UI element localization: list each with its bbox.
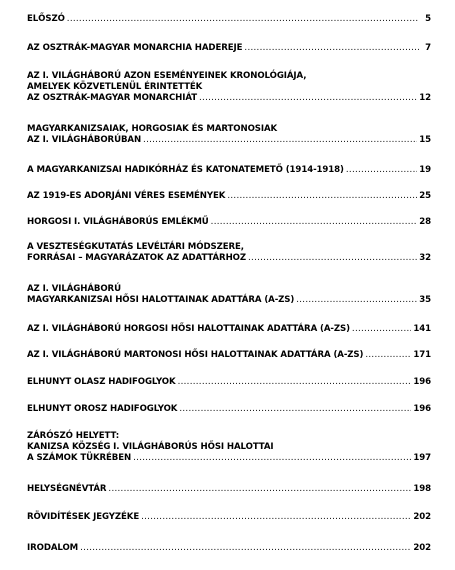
toc-entry-title: MAGYARKANIZSAIAK, HORGOSIAK ÉS MARTONOSIAK [27, 124, 278, 134]
toc-page-number: 28 [419, 217, 431, 227]
toc-entry-adorjani[interactable] [27, 191, 431, 202]
toc-entry-title: ELŐSZÓ [27, 14, 65, 24]
dot-leader [141, 512, 411, 523]
toc-entry-roviditesek[interactable] [27, 512, 431, 523]
toc-line [27, 124, 431, 135]
toc-page-number: 196 [413, 377, 431, 387]
toc-entry-title: AZ OSZTRÁK-MAGYAR MONARCHIÁT [27, 93, 197, 103]
toc-page-number: 198 [413, 484, 431, 494]
toc-entry-kronologia[interactable] [27, 71, 431, 104]
toc-entry-title: IRODALOM [27, 543, 79, 553]
dot-leader [244, 43, 419, 54]
toc-entry-title: ZÁRÓSZÓ HELYETT: [27, 431, 120, 441]
toc-page-number: 202 [413, 543, 431, 553]
toc-line [27, 284, 431, 295]
toc-entry-vesztesegkutatas[interactable] [27, 242, 431, 264]
toc-entry-title: AZ I. VILÁGHÁBORÚ HORGOSI HŐSI HALOTTAINAK ADATTÁRA (A-ZS) [27, 324, 350, 334]
toc-entry-title: AZ I. VILÁGHÁBORÚBAN [27, 135, 142, 145]
toc-entry-emlekmu[interactable] [27, 217, 431, 228]
toc-entry-title: AMELYEK KÖZVETLENÜL ÉRINTETTÉK [27, 82, 203, 92]
dot-leader [352, 324, 411, 335]
toc-line [27, 253, 431, 264]
toc-entry-magyarkanizsai-adattar[interactable] [27, 284, 431, 306]
toc-entry-hadikorhaz[interactable] [27, 165, 431, 176]
toc-entry-title: ELHUNYT OLASZ HADIFOGLYOK [27, 377, 176, 387]
toc-entry-eloszo[interactable] [27, 14, 431, 25]
dot-leader [227, 191, 417, 202]
toc-line [27, 543, 431, 554]
toc-entry-martonosi-adattar[interactable] [27, 350, 431, 361]
toc-line [27, 43, 431, 54]
toc-page-number: 35 [419, 295, 431, 305]
toc-line [27, 512, 431, 523]
toc-line [27, 71, 431, 82]
toc-entry-olasz-hadifoglyok[interactable] [27, 377, 431, 388]
toc-line [27, 82, 431, 93]
toc-page-number: 171 [413, 350, 431, 360]
dot-leader [199, 93, 417, 104]
toc-line [27, 377, 431, 388]
toc-entry-magyarkanizsaiak[interactable] [27, 124, 431, 146]
toc-page-number: 7 [425, 43, 431, 53]
toc-line [27, 217, 431, 228]
toc-page-number: 197 [413, 453, 431, 463]
toc-entry-title: HORGOSI I. VILÁGHÁBORÚS EMLÉKMŰ [27, 217, 209, 227]
toc-entry-title: KANIZSA KÖZSÉG I. VILÁGHÁBORÚS HŐSI HALOTTAI [27, 442, 274, 452]
toc-entry-title: AZ OSZTRÁK-MAGYAR MONARCHIA HADEREJE [27, 43, 243, 53]
toc-page-number: 32 [419, 253, 431, 263]
dot-leader [346, 165, 417, 176]
toc-entry-title: RÖVIDÍTÉSEK JEGYZÉKE [27, 512, 140, 522]
dot-leader [143, 135, 417, 146]
toc-page-number: 19 [419, 165, 431, 175]
toc-line [27, 431, 431, 442]
toc-page-number: 12 [419, 93, 431, 103]
toc-page-number: 5 [425, 14, 431, 24]
dot-leader [133, 453, 411, 464]
toc-entry-irodalom[interactable] [27, 543, 431, 554]
toc-entry-title: FORRÁSAI – MAGYARÁZATOK AZ ADATTÁRHOZ [27, 253, 246, 263]
toc-entry-title: AZ I. VILÁGHÁBORÚ [27, 284, 121, 294]
toc-page-number: 25 [419, 191, 431, 201]
dot-leader [179, 404, 411, 415]
toc-line [27, 14, 431, 25]
toc-line [27, 93, 431, 104]
toc-line [27, 350, 431, 361]
toc-entry-orosz-hadifoglyok[interactable] [27, 404, 431, 415]
toc-entry-title: AZ I. VILÁGHÁBORÚ AZON ESEMÉNYEINEK KRONOLÓGIÁJA, [27, 71, 307, 81]
dot-leader [178, 377, 412, 388]
toc-entry-title: A VESZTESÉGKUTATÁS LEVÉLTÁRI MÓDSZERE, [27, 242, 244, 252]
toc-entry-zaroszo[interactable] [27, 431, 431, 464]
toc-line [27, 165, 431, 176]
toc-line [27, 453, 431, 464]
dot-leader [296, 295, 417, 306]
toc-entry-helysegnevtar[interactable] [27, 484, 431, 495]
toc-entry-monarchia-haderejе[interactable] [27, 43, 431, 54]
dot-leader [67, 14, 419, 25]
toc-line [27, 442, 431, 453]
toc-entry-title: ELHUNYT OROSZ HADIFOGLYOK [27, 404, 178, 414]
toc-line [27, 135, 431, 146]
toc-page-number: 196 [413, 404, 431, 414]
toc-entry-title: AZ 1919-ES ADORJÁNI VÉRES ESEMÉNYEK [27, 191, 226, 201]
toc-line [27, 295, 431, 306]
toc-entry-title: MAGYARKANIZSAI HŐSI HALOTTAINAK ADATTÁRA (A-ZS) [27, 295, 295, 305]
dot-leader [80, 543, 411, 554]
toc-entry-title: AZ I. VILÁGHÁBORÚ MARTONOSI HŐSI HALOTTAINAK ADATTÁRA (A-ZS) [27, 350, 364, 360]
toc-line [27, 324, 431, 335]
toc-line [27, 191, 431, 202]
toc-page-number: 141 [413, 324, 431, 334]
dot-leader [108, 484, 411, 495]
dot-leader [211, 217, 418, 228]
toc-line [27, 484, 431, 495]
toc-line [27, 404, 431, 415]
toc-entry-title: HELYSÉGNÉVTÁR [27, 484, 107, 494]
toc-page-number: 202 [413, 512, 431, 522]
dot-leader [365, 350, 411, 361]
toc-line [27, 242, 431, 253]
toc-entry-title: A SZÁMOK TÜKRÉBEN [27, 453, 132, 463]
toc-entry-horgosi-adattar[interactable] [27, 324, 431, 335]
toc-entry-title: A MAGYARKANIZSAI HADIKÓRHÁZ ÉS KATONATEMETŐ (1914-1918) [27, 165, 344, 175]
dot-leader [248, 253, 417, 264]
toc-page-number: 15 [419, 135, 431, 145]
